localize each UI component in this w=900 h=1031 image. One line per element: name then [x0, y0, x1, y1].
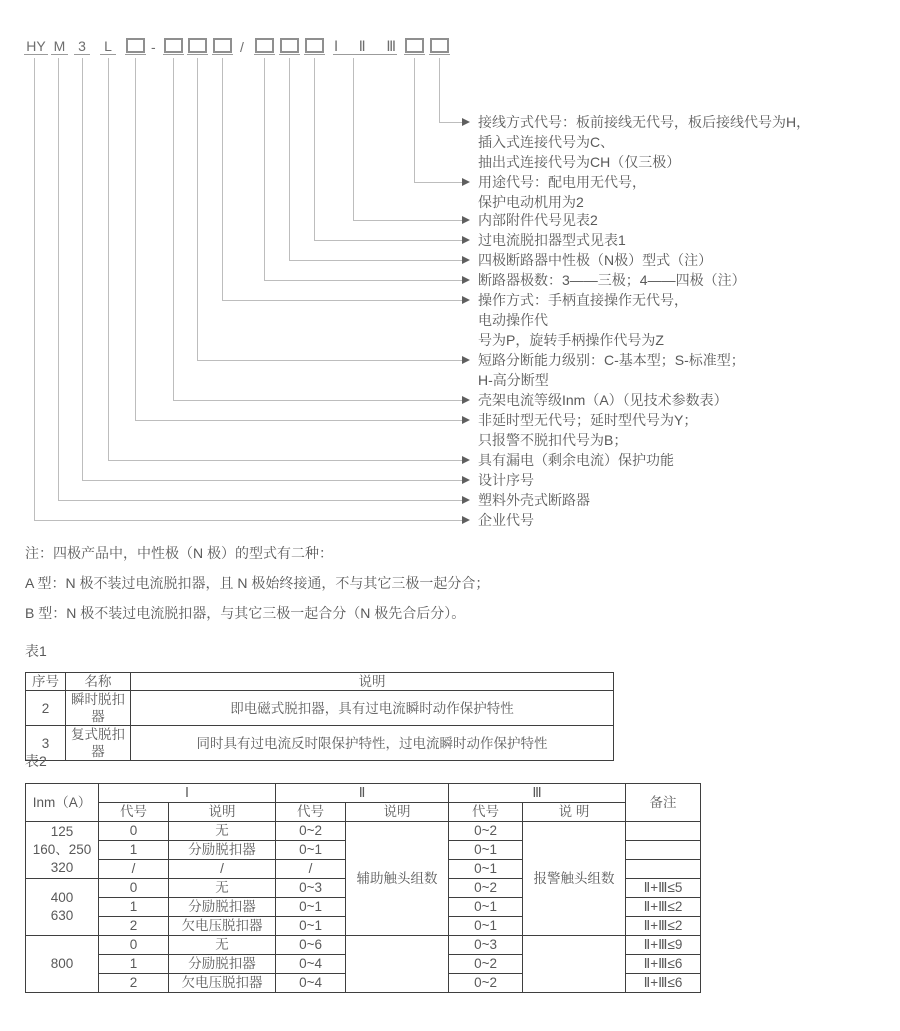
table-row	[26, 691, 614, 726]
annotation-line: 保护电动机用为2	[478, 194, 584, 210]
code-element-text-1: M	[51, 38, 68, 55]
connector-vertical-line	[414, 58, 415, 182]
connector-arrow-icon	[462, 178, 470, 186]
table2-cell: 0~4	[276, 974, 346, 993]
table2-cell: 说明	[169, 803, 276, 822]
annotation-line: 四极断路器中性极（N极）型式（注）	[478, 252, 713, 268]
table2-cell: Ⅰ	[99, 784, 276, 803]
table2-cell	[626, 860, 701, 879]
table2-cell: 说明	[346, 803, 449, 822]
code-element-box-10	[304, 38, 325, 55]
connector-horizontal-line	[58, 500, 462, 501]
table2-cell: Inm（A）	[26, 784, 99, 822]
connector-arrow-icon	[462, 118, 470, 126]
table2-cell: Ⅱ	[276, 784, 449, 803]
table1-cell: 瞬时脱扣器	[66, 691, 131, 726]
code-annotation-13	[478, 510, 534, 530]
connector-vertical-line	[264, 58, 265, 280]
table2-cell: 欠电压脱扣器	[169, 917, 276, 936]
code-placeholder-box-icon	[280, 38, 299, 53]
connector-vertical-line	[173, 58, 174, 400]
table2-cell: 0~1	[276, 898, 346, 917]
table2-cell: 0~2	[276, 822, 346, 841]
annotation-line: 电动操作代	[478, 312, 548, 328]
connector-vertical-line	[108, 58, 109, 460]
code-element-text-2: 3	[74, 38, 90, 55]
connector-horizontal-line	[314, 240, 462, 241]
table-row	[26, 673, 614, 691]
code-placeholder-box-icon	[188, 38, 207, 53]
connector-horizontal-line	[289, 260, 462, 261]
roman-numeral: Ⅲ	[386, 37, 396, 54]
table2-cell: 报警触头组数	[523, 822, 626, 936]
annotation-line: 壳架电流等级Inm（A）（见技术参数表）	[478, 392, 728, 408]
table2-cell: Ⅱ+Ⅲ≤9	[626, 936, 701, 955]
table2-cell: 无	[169, 936, 276, 955]
table2-cell: 代号	[99, 803, 169, 822]
note-line-type-b: B 型：N 极不装过电流脱扣器，与其它三极一起合分（N 极先合后分）。	[25, 605, 466, 621]
table2-cell: 0~4	[276, 955, 346, 974]
table1-cell: 序号	[26, 673, 66, 691]
code-element-box-13	[429, 38, 450, 55]
table2-cell: 0~2	[449, 974, 523, 993]
table2-cell: 1	[99, 841, 169, 860]
table2-cell: 欠电压脱扣器	[169, 974, 276, 993]
table2-cell: 0~2	[449, 879, 523, 898]
annotation-line: 设计序号	[478, 472, 534, 488]
table2-cell: Ⅱ+Ⅲ≤6	[626, 955, 701, 974]
annotation-line: 只报警不脱扣代号为B；	[478, 432, 628, 448]
table1-cell: 说明	[131, 673, 614, 691]
table-row	[26, 784, 701, 803]
note-line-type-a: A 型：N 极不装过电流脱扣器，且 N 极始终接通，不与其它三极一起分合；	[25, 575, 490, 591]
table2-cell: 代号	[276, 803, 346, 822]
table2-cell: 备注	[626, 784, 701, 822]
table2-cell	[346, 936, 449, 993]
table2-cell	[626, 841, 701, 860]
code-annotation-3	[478, 230, 626, 250]
note-line-main: 注：四极产品中，中性极（N 极）的型式有二种：	[25, 545, 333, 561]
table2-cell: 代号	[449, 803, 523, 822]
table1-cell: 即电磁式脱扣器，具有过电流瞬时动作保护特性	[131, 691, 614, 726]
table2-cell: 0~2	[449, 955, 523, 974]
code-element-box-9	[279, 38, 300, 55]
table2-cell	[626, 822, 701, 841]
table-row	[26, 822, 701, 841]
table2-cell: 0	[99, 879, 169, 898]
connector-horizontal-line	[108, 460, 462, 461]
annotation-line: 抽出式连接代号为CH（仅三极）	[478, 154, 681, 170]
code-placeholder-box-icon	[305, 38, 324, 53]
roman-numeral: Ⅰ	[334, 37, 339, 54]
table2-cell: /	[169, 860, 276, 879]
table2-cell: Ⅱ+Ⅲ≤5	[626, 879, 701, 898]
table2-cell: 2	[99, 917, 169, 936]
connector-vertical-line	[353, 58, 354, 220]
table2-label: 表2	[25, 753, 47, 769]
connector-arrow-icon	[462, 396, 470, 404]
connector-horizontal-line	[353, 220, 462, 221]
connector-arrow-icon	[462, 456, 470, 464]
table2-cell: 0~2	[449, 822, 523, 841]
connector-arrow-icon	[462, 416, 470, 424]
table2-cell: Ⅱ+Ⅲ≤6	[626, 974, 701, 993]
connector-horizontal-line	[439, 122, 462, 123]
annotation-line: 断路器极数：3——三极；4——四极（注）	[478, 272, 746, 288]
annotation-line: 企业代号	[478, 512, 534, 528]
table1-cell: 同时具有过电流反时限保护特性，过电流瞬时动作保护特性	[131, 726, 614, 761]
code-element-roman-11	[333, 38, 397, 55]
table2-cell: 分励脱扣器	[169, 898, 276, 917]
table2-cell: 2	[99, 974, 169, 993]
connector-vertical-line	[82, 58, 83, 480]
table2-cell: 0~1	[276, 917, 346, 936]
table2-cell: 0~3	[276, 879, 346, 898]
table2-cell: 分励脱扣器	[169, 841, 276, 860]
code-placeholder-box-icon	[213, 38, 232, 53]
connector-arrow-icon	[462, 516, 470, 524]
table2-cell: Ⅱ+Ⅲ≤2	[626, 898, 701, 917]
connector-arrow-icon	[462, 496, 470, 504]
table2-cell: 0	[99, 822, 169, 841]
table2-cell: 800	[26, 936, 99, 993]
table2-cell: 125 160、250 320	[26, 822, 99, 879]
table2-cell: 分励脱扣器	[169, 955, 276, 974]
table1-cell: 3	[26, 726, 66, 761]
annotation-line: 内部附件代号见表2	[478, 212, 598, 228]
trip-unit-type-table	[25, 672, 614, 761]
code-annotation-7	[478, 350, 745, 390]
table2-cell: Ⅱ+Ⅲ≤2	[626, 917, 701, 936]
table2-cell: Ⅲ	[449, 784, 626, 803]
code-placeholder-box-icon	[255, 38, 274, 53]
annotation-line: 塑料外壳式断路器	[478, 492, 590, 508]
table2-cell: 0~1	[449, 898, 523, 917]
connector-horizontal-line	[264, 280, 462, 281]
table2-cell: 辅助触头组数	[346, 822, 449, 936]
annotation-line: H-高分断型	[478, 372, 549, 388]
table2-cell: 无	[169, 822, 276, 841]
connector-horizontal-line	[82, 480, 462, 481]
connector-horizontal-line	[34, 520, 462, 521]
connector-vertical-line	[314, 58, 315, 240]
table2-cell: 1	[99, 898, 169, 917]
table2-cell: /	[99, 860, 169, 879]
internal-accessory-table	[25, 783, 701, 993]
annotation-line: 接线方式代号：板前接线无代号，板后接线代号为H，	[478, 114, 811, 130]
roman-numeral: Ⅱ	[358, 37, 366, 54]
annotation-line: 用途代号：配电用无代号，	[478, 174, 646, 190]
connector-arrow-icon	[462, 356, 470, 364]
table1-cell: 2	[26, 691, 66, 726]
table2-cell: 无	[169, 879, 276, 898]
table2-cell	[523, 936, 626, 993]
annotation-line: 短路分断能力级别：C-基本型；S-标准型；	[478, 352, 745, 368]
table-row	[26, 803, 701, 822]
table2-cell: 0~6	[276, 936, 346, 955]
annotation-line: 插入式连接代号为C、	[478, 134, 615, 150]
table2-cell: 0~3	[449, 936, 523, 955]
code-element-text-0: HY	[24, 38, 48, 55]
code-annotation-0	[478, 112, 810, 172]
code-element-box-8	[254, 38, 275, 55]
annotation-line: 非延时型无代号；延时型代号为Y；	[478, 412, 698, 428]
table2-cell: 0~1	[449, 860, 523, 879]
annotation-line: 号为P，旋转手柄操作代号为Z	[478, 332, 664, 348]
connector-vertical-line	[289, 58, 290, 260]
connector-vertical-line	[34, 58, 35, 520]
connector-arrow-icon	[462, 296, 470, 304]
connector-arrow-icon	[462, 216, 470, 224]
code-element-box-4	[125, 38, 146, 55]
table2-cell: 0~1	[449, 917, 523, 936]
table2-cell: 说 明	[523, 803, 626, 822]
connector-vertical-line	[222, 58, 223, 300]
table-row	[26, 936, 701, 955]
code-annotation-5	[478, 270, 746, 290]
connector-arrow-icon	[462, 236, 470, 244]
code-element-box-7	[212, 38, 233, 55]
connector-horizontal-line	[414, 182, 462, 183]
connector-horizontal-line	[173, 400, 462, 401]
connector-horizontal-line	[222, 300, 462, 301]
code-separator-0: -	[151, 38, 156, 55]
code-annotation-6	[478, 290, 688, 350]
code-annotation-2	[478, 210, 598, 230]
table2-cell: 0~1	[449, 841, 523, 860]
code-annotation-10	[478, 450, 674, 470]
connector-arrow-icon	[462, 276, 470, 284]
code-element-text-3: L	[100, 38, 116, 55]
connector-vertical-line	[58, 58, 59, 500]
connector-vertical-line	[135, 58, 136, 420]
code-annotation-1	[478, 172, 646, 212]
code-separator-1: /	[240, 38, 244, 55]
connector-horizontal-line	[197, 360, 462, 361]
code-placeholder-box-icon	[126, 38, 145, 53]
connector-arrow-icon	[462, 476, 470, 484]
code-annotation-11	[478, 470, 534, 490]
annotation-line: 过电流脱扣器型式见表1	[478, 232, 626, 248]
table1-cell: 名称	[66, 673, 131, 691]
annotation-line: 具有漏电（剩余电流）保护功能	[478, 452, 674, 468]
code-annotation-9	[478, 410, 697, 450]
table2-cell: /	[276, 860, 346, 879]
code-annotation-12	[478, 490, 590, 510]
code-placeholder-box-icon	[430, 38, 449, 53]
table-row	[26, 726, 614, 761]
connector-vertical-line	[197, 58, 198, 360]
table2-cell: 1	[99, 955, 169, 974]
table2-cell: 0	[99, 936, 169, 955]
table2-cell: 400 630	[26, 879, 99, 936]
code-annotation-8	[478, 390, 728, 410]
code-element-box-5	[163, 38, 184, 55]
connector-arrow-icon	[462, 256, 470, 264]
code-annotation-4	[478, 250, 712, 270]
code-placeholder-box-icon	[164, 38, 183, 53]
annotation-line: 操作方式：手柄直接操作无代号，	[478, 292, 688, 308]
table2-cell: 0~1	[276, 841, 346, 860]
code-placeholder-box-icon	[405, 38, 424, 53]
table1-cell: 复式脱扣器	[66, 726, 131, 761]
code-element-box-12	[404, 38, 425, 55]
connector-vertical-line	[439, 58, 440, 122]
code-element-box-6	[187, 38, 208, 55]
table1-label: 表1	[25, 643, 47, 659]
connector-horizontal-line	[135, 420, 462, 421]
